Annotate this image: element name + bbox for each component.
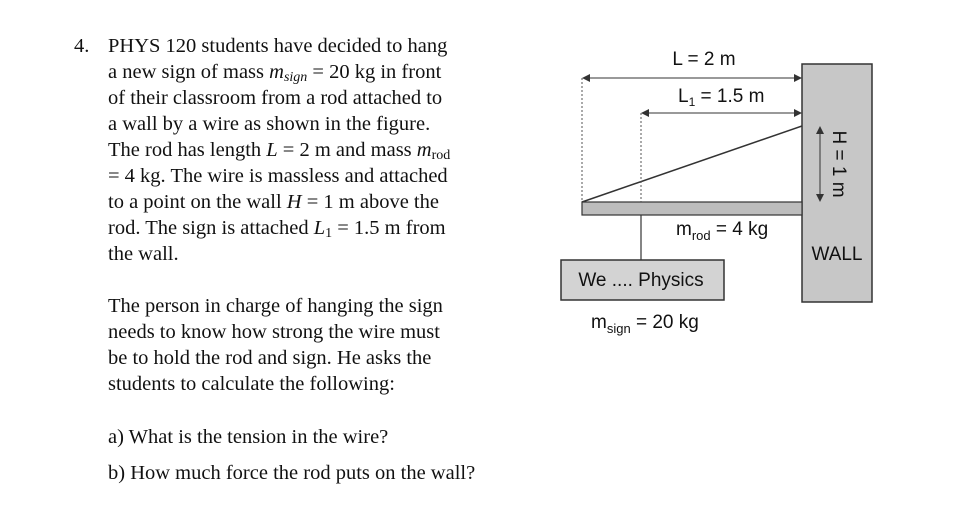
paragraph-line-3: be to hold the rod and sign. He asks the bbox=[108, 347, 432, 369]
height-label: H = 1 m bbox=[827, 130, 849, 198]
rod bbox=[582, 202, 802, 215]
length-label: L = 2 m bbox=[672, 49, 736, 70]
problem-line-4: a wall by a wire as shown in the figure. bbox=[108, 113, 431, 135]
sign-mass-label: $m_{sign} = 20$ kg bbox=[591, 312, 699, 336]
problem-line-6: = 4 kg. The wire is massless and attached bbox=[108, 165, 448, 187]
problem-line-5: The rod has length L = 2 m and mass $m_{rod}$ bbox=[108, 139, 451, 163]
paragraph-line-4: students to calculate the following: bbox=[108, 373, 395, 395]
rod-sign-figure bbox=[556, 40, 876, 350]
problem-line-7: to a point on the wall H = 1 m above the bbox=[108, 191, 439, 213]
question-a: a) What is the tension in the wire? bbox=[108, 426, 389, 448]
problem-number: 4. bbox=[74, 35, 90, 57]
problem-line-9: the wall. bbox=[108, 243, 179, 265]
paragraph-line-1: The person in charge of hanging the sign bbox=[108, 295, 443, 317]
problem-line-3: of their classroom from a rod attached to bbox=[108, 87, 443, 109]
sign-text: We .... Physics bbox=[578, 270, 704, 291]
problem-line-1: PHYS 120 students have decided to hang bbox=[108, 35, 448, 57]
paragraph-line-2: needs to know how strong the wire must bbox=[108, 321, 440, 343]
question-b: b) How much force the rod puts on the wall? bbox=[108, 462, 476, 484]
l1-label: $L_1 = 1.5$ m bbox=[678, 86, 765, 109]
wire bbox=[582, 126, 802, 202]
problem-line-2: a new sign of mass $m_{sign} = 20$ kg in front bbox=[108, 61, 442, 85]
figure-canvas bbox=[556, 40, 876, 350]
problem-line-8: rod. The sign is attached $L_1 = 1.5$ m from bbox=[108, 217, 446, 241]
wall-label: WALL bbox=[811, 244, 863, 265]
rod-mass-label: $m_{rod} = 4$ kg bbox=[676, 219, 769, 243]
